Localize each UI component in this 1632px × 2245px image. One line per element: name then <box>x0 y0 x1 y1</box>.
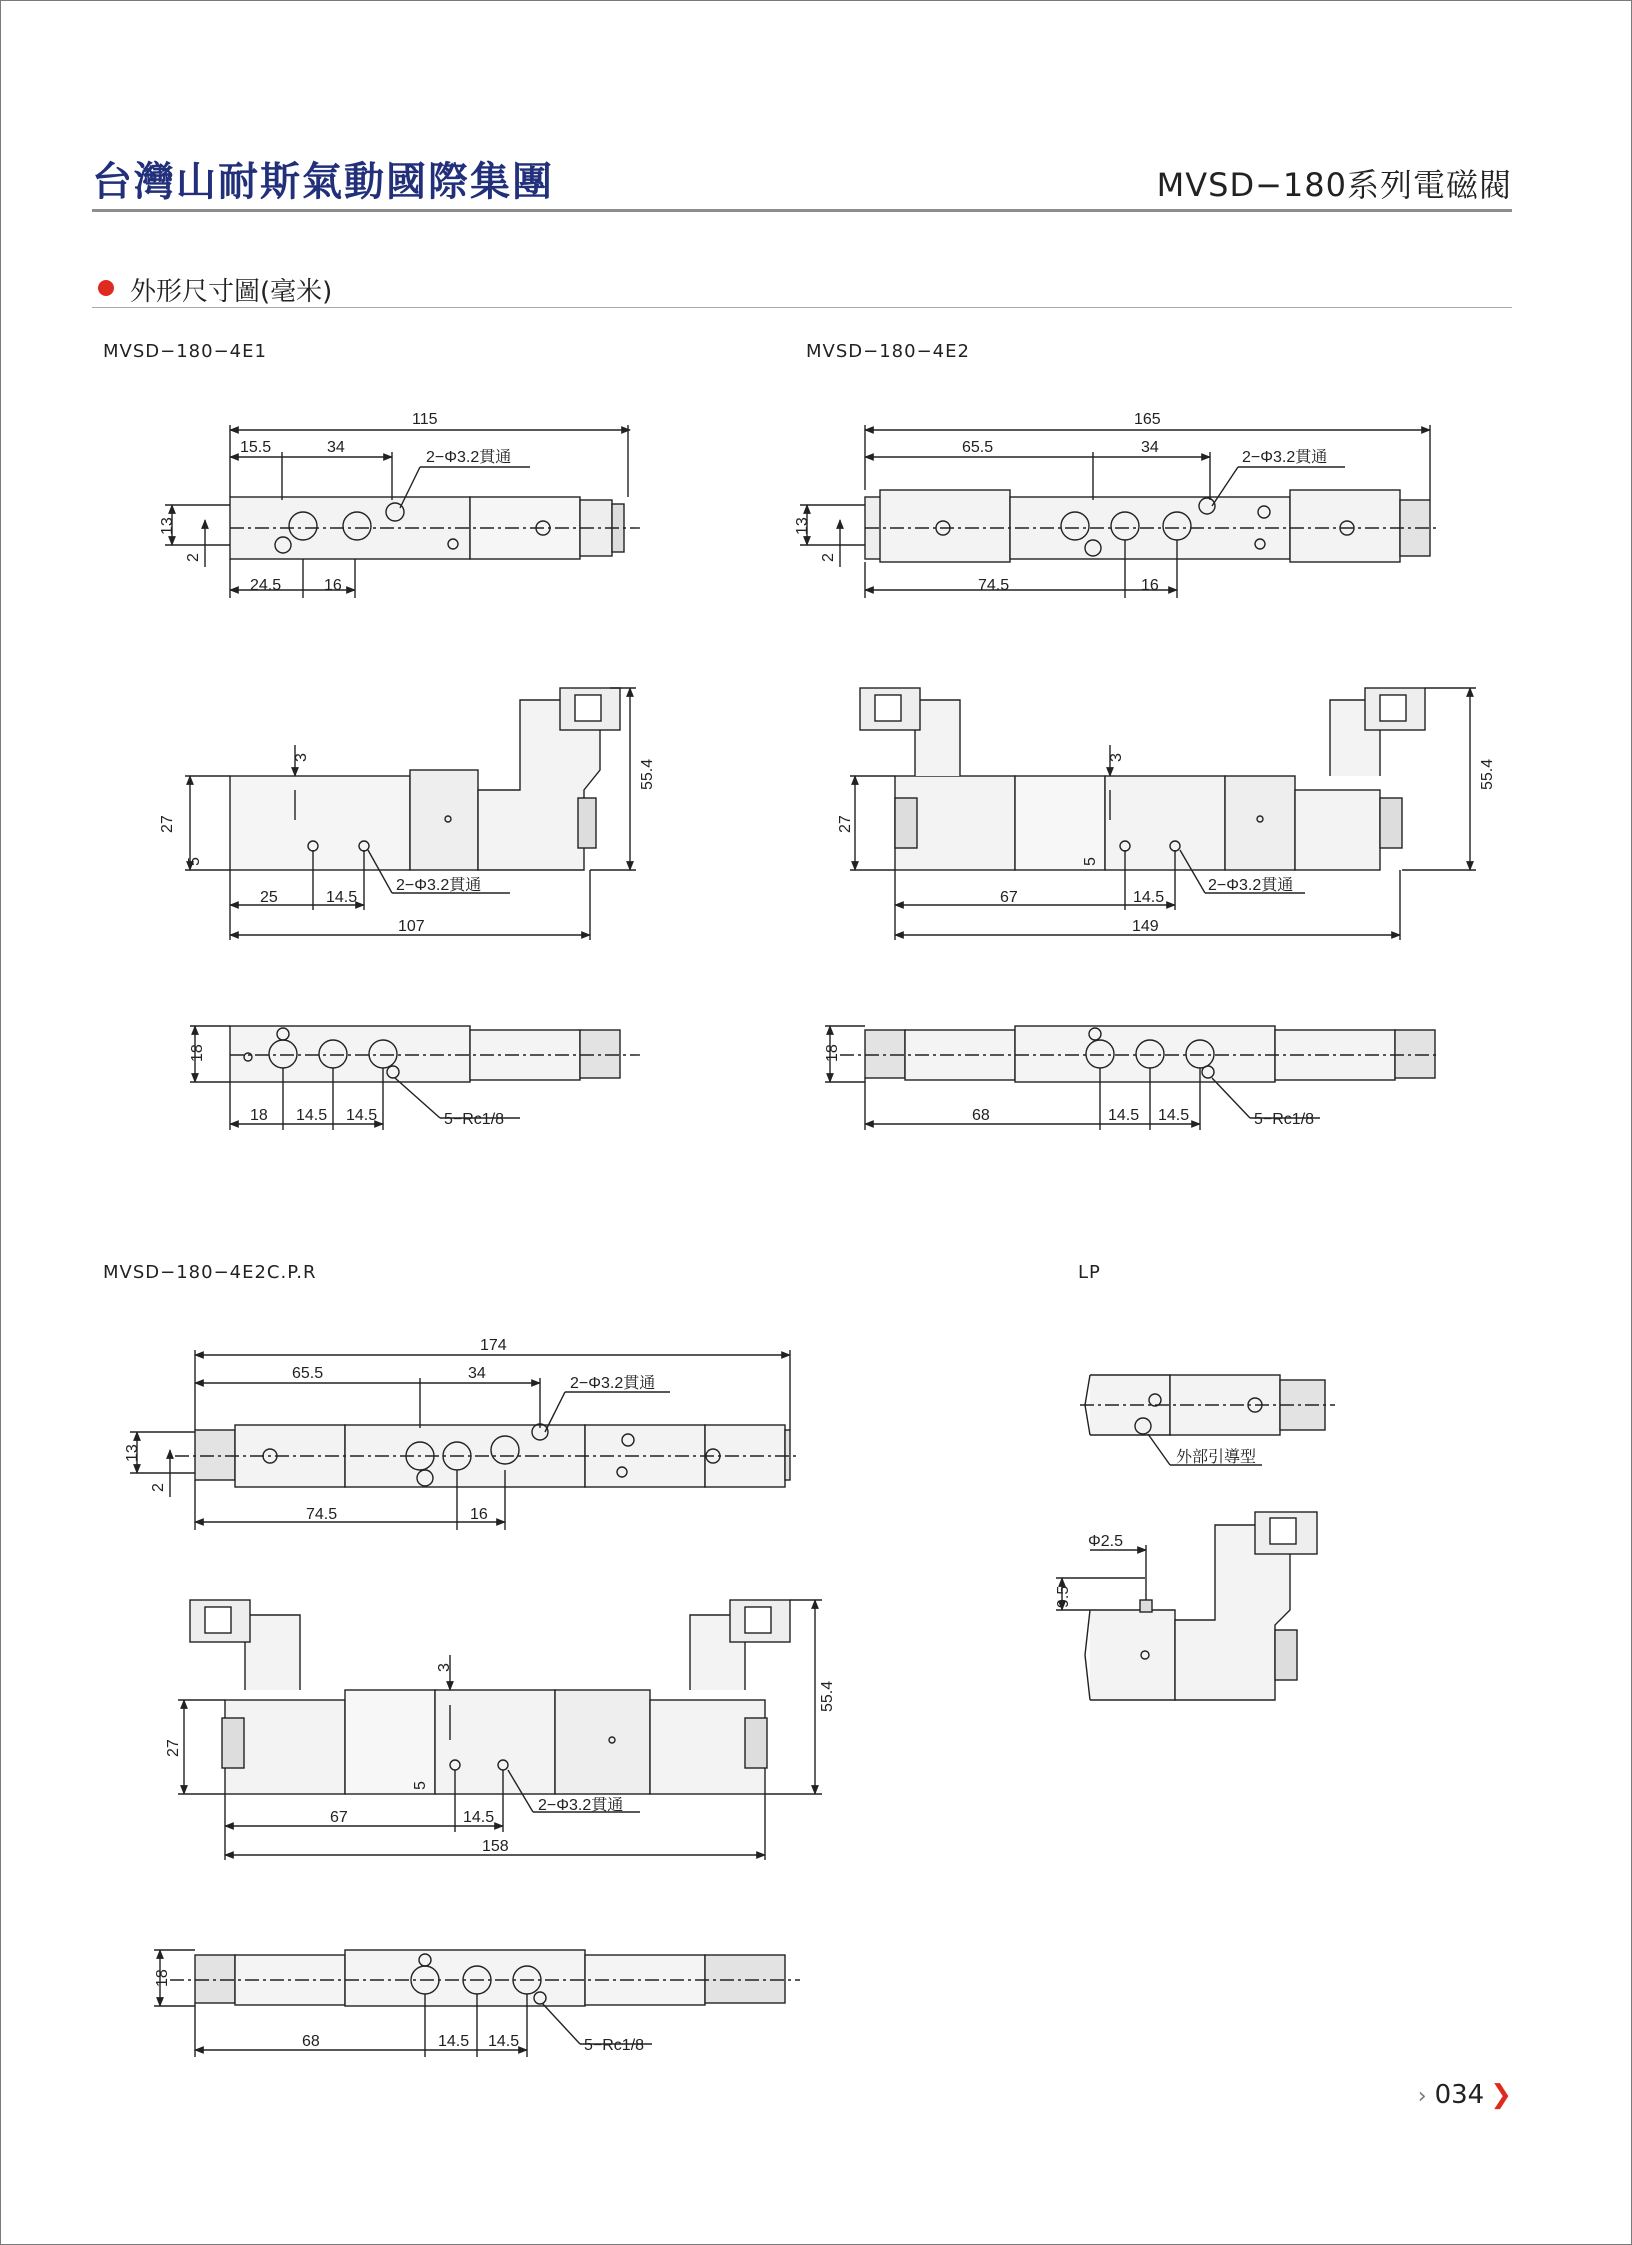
dim-label: 5 <box>186 857 203 866</box>
dim-label: 107 <box>398 918 425 935</box>
dim-label: 2 <box>820 553 837 562</box>
drawing-4e1-front <box>185 688 636 940</box>
dim-label: 3 <box>1108 753 1125 762</box>
model-label-lp: LP <box>1078 1262 1101 1283</box>
dim-label: 5 <box>1082 857 1099 866</box>
dim-label: 16 <box>1141 577 1159 594</box>
dim-label: 5 <box>412 1781 429 1790</box>
dim-label: 外部引導型 <box>1176 1449 1257 1466</box>
dim-label: 74.5 <box>978 577 1010 594</box>
dim-label: 68 <box>302 2033 320 2050</box>
dim-label: 55.4 <box>819 1680 836 1712</box>
dim-label: 14.5 <box>1108 1107 1140 1124</box>
company-name: 台灣山耐斯氣動國際集團 <box>92 159 554 205</box>
model-label-4e2: MVSD−180−4E2 <box>806 341 970 362</box>
dim-label: 2−Φ3.2貫通 <box>396 877 482 894</box>
drawing-4e2cpr-top <box>130 1350 800 1530</box>
dim-label: 2 <box>185 553 202 562</box>
dim-label: 65.5 <box>962 439 994 456</box>
dim-label: Φ2.5 <box>1088 1533 1124 1550</box>
dim-label: 55.4 <box>1479 758 1496 790</box>
dim-label: 13 <box>124 1444 141 1462</box>
dim-label: 165 <box>1134 411 1161 428</box>
dim-label: 67 <box>1000 889 1018 906</box>
dim-label: 3 <box>436 1663 453 1672</box>
dim-label: 25 <box>260 889 278 906</box>
dim-label: 74.5 <box>306 1506 338 1523</box>
dim-label: 149 <box>1132 918 1159 935</box>
dim-label: 14.5 <box>488 2033 520 2050</box>
dim-label: 13 <box>794 517 811 535</box>
dim-label: 34 <box>468 1365 486 1382</box>
drawing-4e2-top <box>800 425 1440 598</box>
dim-label: 16 <box>324 577 342 594</box>
dim-label: 14.5 <box>463 1809 495 1826</box>
dim-label: 27 <box>159 815 176 833</box>
page-number-value: 034 <box>1434 2080 1485 2110</box>
dim-label: 2−Φ3.2貫通 <box>538 1797 624 1814</box>
dim-label: 174 <box>480 1337 507 1354</box>
dim-label: 3 <box>293 753 310 762</box>
dim-label: 14.5 <box>438 2033 470 2050</box>
dim-label: 16 <box>470 1506 488 1523</box>
dim-label: 55.4 <box>639 758 656 790</box>
dim-label: 18 <box>824 1044 841 1062</box>
dim-label: 9.5 <box>1055 1585 1072 1608</box>
dim-label: 14.5 <box>1158 1107 1190 1124</box>
dim-label: 18 <box>154 1969 171 1987</box>
dim-label: 14.5 <box>346 1107 378 1124</box>
page-number <box>1418 2080 1512 2110</box>
dim-label: 14.5 <box>1133 889 1165 906</box>
model-label-4e1: MVSD−180−4E1 <box>103 341 267 362</box>
dim-label: 65.5 <box>292 1365 324 1382</box>
dim-label: 34 <box>327 439 345 456</box>
dim-label: 24.5 <box>250 577 282 594</box>
dim-label: 2 <box>150 1483 167 1492</box>
dim-label: 18 <box>189 1044 206 1062</box>
series-title: MVSD−180系列電磁閥 <box>1156 166 1512 204</box>
dim-label: 5−Rc1/8 <box>1254 1111 1315 1128</box>
dim-label: 13 <box>159 517 176 535</box>
dim-label: 2−Φ3.2貫通 <box>570 1375 656 1392</box>
dim-label: 27 <box>165 1739 182 1757</box>
dimension-labels <box>124 411 1496 2054</box>
dim-label: 2−Φ3.2貫通 <box>426 449 512 466</box>
drawing-4e2cpr-front <box>178 1600 822 1860</box>
dim-label: 14.5 <box>296 1107 328 1124</box>
dim-label: 158 <box>482 1838 509 1855</box>
drawing-4e1-top <box>165 425 640 598</box>
dim-label: 18 <box>250 1107 268 1124</box>
dim-label: 27 <box>837 815 854 833</box>
dim-label: 68 <box>972 1107 990 1124</box>
dim-label: 34 <box>1141 439 1159 456</box>
section-title: 外形尺寸圖(毫米) <box>130 277 333 307</box>
dim-label: 2−Φ3.2貫通 <box>1242 449 1328 466</box>
drawing-4e2cpr-bottom <box>154 1950 800 2057</box>
chevron-left-icon: › <box>1417 2084 1427 2109</box>
dim-label: 5−Rc1/8 <box>444 1111 505 1128</box>
dim-label: 115 <box>412 411 438 428</box>
chevron-right-icon: ❯ <box>1490 2080 1512 2110</box>
dim-label: 15.5 <box>240 439 272 456</box>
dim-label: 14.5 <box>326 889 358 906</box>
model-label-4e2cpr: MVSD−180−4E2C.P.R <box>103 1262 317 1283</box>
dim-label: 5−Rc1/8 <box>584 2037 645 2054</box>
dim-label: 67 <box>330 1809 348 1826</box>
dim-label: 2−Φ3.2貫通 <box>1208 877 1294 894</box>
